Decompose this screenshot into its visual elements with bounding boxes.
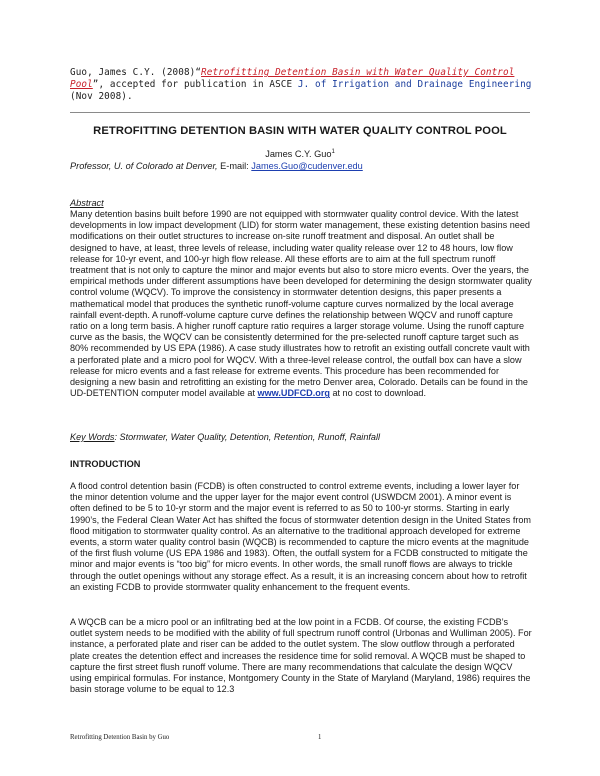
author-affiliation: Professor, U. of Colorado at Denver, [70,161,218,171]
introduction-heading: INTRODUCTION [70,459,141,469]
citation-block [70,67,540,104]
citation-title-link[interactable]: Retrofitting Detention Basin with Water Quality Control Pool [70,67,515,91]
author-name: James C.Y. Guo [265,149,332,160]
author-footnote-mark: 1 [331,149,335,155]
author-line [0,149,600,159]
citation-prefix: Guo, James C.Y. (2008)“ [70,67,202,78]
abstract-heading: Abstract [70,198,104,208]
introduction-paragraph-1: A flood control detention basin (FCDB) is often constructed to control extreme events, including a lower layer for the minor detention volume and the upper layer for the major event control (USWDCM 2001). A minor event is often defined to be 5 to 10-yr storm and the major event is referred to as 50 to 100-yr storms. Starting in early 1990’s, the Federal Clean Water Act has shifted the focus of stormwater detention design in the United States from flood mitigation to stormwater quality control. As an alternative to the traditional approach developed for extreme events, a storm water quality control basin (WQCB) is recommended to capture the micro events at the magnitude of the first flush volume (US EPA 1986 and 1983). Often, the outfall system for a FCDB constructed to mitigate the minor and major events is “too big” for micro events. In other words, the small runoff flows are always to trickle through the outlet openings without any storage effect. As a result, it is an increasing concern about how to retrofit an existing FCDB to provide stormwater quality enhancement to the frequent events. [70,481,532,592]
keywords-label: Key Words [70,432,115,442]
udfcd-link[interactable]: www.UDFCD.org [257,388,330,399]
keywords-text: : Stormwater, Water Quality, Detention, Retention, Runoff, Rainfall [114,432,381,442]
abstract-text-end: at no cost to download. [329,388,426,399]
citation-suffix: (Nov 2008). [70,91,133,103]
abstract-text: Many detention basins built before 1990 are not equipped with stormwater quality control device. With the latest developments in low impact development (LID) for storm water management, these existing detention basins need modifications on their outlet structures to increase on-site runoff treatment and disposal. An outlet shall be designed to have, at least, three levels of release, including water quality release over 12 to 48 hours, low flow release for 10-yr event, and 100-yr high flow release. All these efforts are to aim at the full spectrum runoff treatment that is not only to capture the minor and major events but also to store micro events. Over the years, the empirical methods under different assumptions have been developed for determining the design stormwater quality control volume (WQCV). To improve the consistency in stormwater detention designs, this paper presents a mathematical model that produces the synthetic runoff-volume capture curves normalized by the local average rainfall event-depth. A runoff-volume capture curve defines the relationship between WQCV and runoff capture ratio on a long term basis. A higher runoff capture ratio requires a larger storage volume. Using the runoff capture curve as the basis, the WQCV can be consistently determined for the pre-selected runoff capture target such as 80% recommended by US EPA (1986). A case study illustrates how to retrofit an existing outfall concrete vault with a perforated plate and a micro pool for WQCV. With a three-level release control, the outfall box can have a slow release for micro events and a fast release for extreme events. This procedure has been recommended for designing a new basin and retrofitting an existing for the metro Denver area, Colorado. Details can be found in the UD-DETENTION computer model available at [70,209,532,399]
introduction-paragraph-2: A WQCB can be a micro pool or an infiltrating bed at the low point in a FCDB. Of course, the existing FCDB’s outlet system needs to be modified with the ability of full spectrum runoff control (Urbonas and Wulliman 2005). For instance, a perforated plate and riser can be added to the outlet system. The slow outflow through a perforated plate creates the detention effect and increases the residence time for solid removal. A WQCB must be shaped to capture the first street flush runoff volume. There are many recommendations that calculate the design WQCV using empirical formulas. For instance, Montgomery County in the State of Maryland (Maryland, 1986) requires the basin storage volume to be equal to 12.3 [70,617,532,695]
author-affiliation-line [70,161,540,171]
footer-running-title: Retrofitting Detention Basin by Guo [70,734,170,741]
abstract-body [70,209,532,399]
citation-middle: ”, accepted for publication in ASCE [92,79,298,91]
author-email-link[interactable]: James.Guo@cudenver.edu [251,161,363,171]
citation-journal: J. of Irrigation and Drainage Engineering [297,79,532,91]
header-divider [70,112,530,113]
footer-page-number: 1 [318,734,322,741]
paper-title: RETROFITTING DETENTION BASIN WITH WATER QUALITY CONTROL POOL [93,125,507,137]
email-label: E-mail: [217,161,252,171]
keywords-line [70,432,532,442]
